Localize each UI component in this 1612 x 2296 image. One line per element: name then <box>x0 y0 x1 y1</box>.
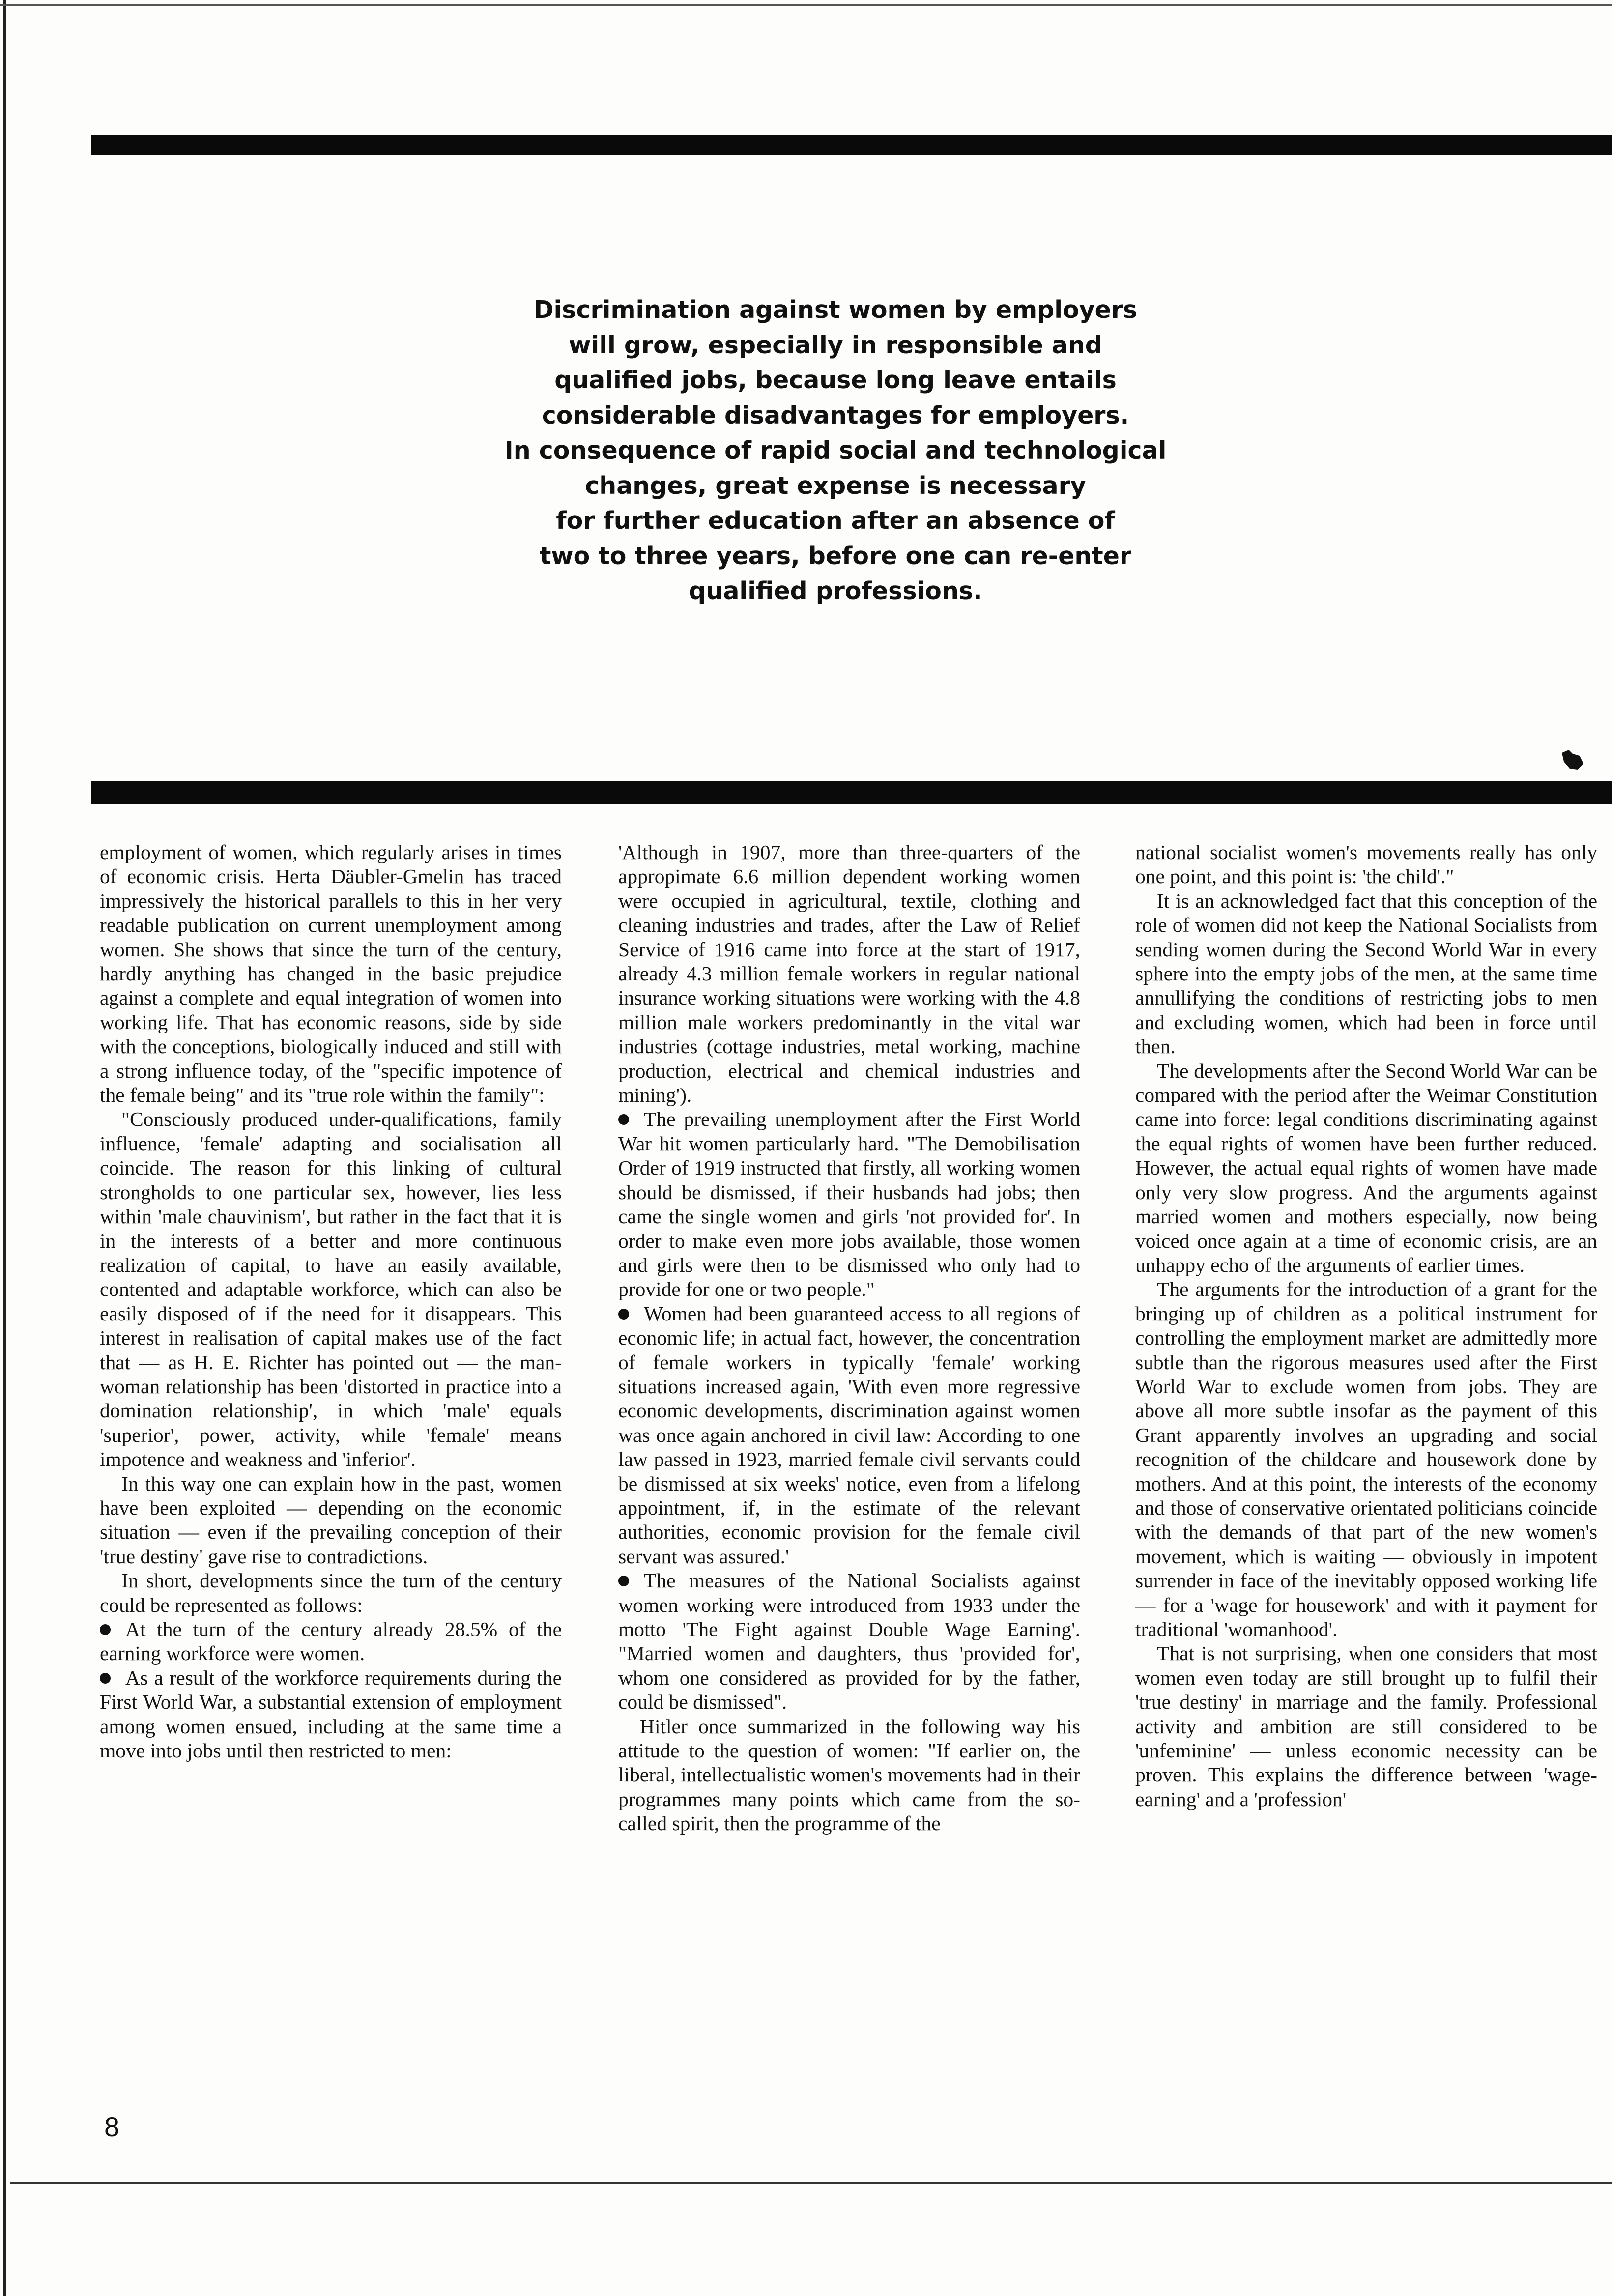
scan-left-edge <box>3 0 6 2296</box>
bullet-icon <box>100 1624 111 1635</box>
paragraph: Hitler once summarized in the following way his attitude to the question of women: "If earlier on, the liberal, intellectualistic women's movements had in their programmes many points which came from the so-called spirit, then the programme of the <box>618 1715 1080 1835</box>
pull-quote-line: changes, great expense is necessary <box>585 471 1086 500</box>
bullet-icon <box>100 1673 111 1684</box>
paragraph: 'Although in 1907, more than three-quarters of the appropimate 6.6 million dependent working women were occupied in agricultural, textile, clothing and cleaning industries and trades, after the Law of Relief Service of 1916 came into force at the start of 1917, already 4.3 million female workers in regular national insurance working situations were working with the 4.8 million male workers predominantly in the vital war industries (cottage industries, metal working, machine production, electrical and chemical industries and mining'). <box>618 841 1080 1107</box>
text-column-2 <box>618 840 1080 1836</box>
punch-mark-icon <box>1558 747 1587 776</box>
bullet-icon <box>618 1114 629 1125</box>
middle-rule-bar <box>91 781 1612 804</box>
bullet-text: Women had been guaranteed access to all regions of economic life; in actual fact, however, the concentration of female workers in typically 'female' working situations increased again, 'With even more regressive economic developments, discrimination against women was once again anchored in civil law: According to one law passed in 1923, married female civil servants could be dismissed at six weeks' notice, even from a lifelong appointment, if, in the estimate of the relevant authorities, economic provision for the female civil servant was assured.' <box>618 1302 1080 1568</box>
bullet-paragraph <box>100 1666 562 1763</box>
bullet-text: At the turn of the century already 28.5% of the earning workforce were women. <box>100 1618 562 1665</box>
bullet-text: The measures of the National Socialists against women working were introduced from 1933 under the motto 'The Fight against Double Wage Earning'. "Married women and daughters, thus 'provided for', whom one considered as provided for by the father, could be dismissed". <box>618 1569 1080 1714</box>
paragraph: employment of women, which regularly arises in times of economic crisis. Herta Däubler-Gmelin has traced impressively the historical parallels to this in her very readable publication on current unemployment among women. She shows that since the turn of the century, hardly anything has changed in the basic prejudice against a complete and equal integration of women into working life. That has economic reasons, side by side with the conceptions, biologically induced and still with a strong influence today, of the "specific impotence of the female being" and its "true role within the family": <box>100 841 562 1107</box>
pull-quote-line: considerable disadvantages for employers. <box>542 401 1129 430</box>
pull-quote <box>472 292 1199 609</box>
bullet-text: As a result of the workforce requirements during the First World War, a substantial extension of employment among women ensued, including at the same time a move into jobs until then restricted to men: <box>100 1666 562 1762</box>
text-column-1 <box>100 840 562 1763</box>
pull-quote-line: qualified jobs, because long leave entails <box>554 366 1117 394</box>
paragraph: That is not surprising, when one considers that most women even today are still brought up to fulfil their 'true destiny' in marriage and the family. Professional activity and ambition are still considered to be 'unfeminine' — unless economic necessity can be proven. This explains the difference between 'wage-earning' and a 'profession' <box>1135 1642 1597 1810</box>
paragraph: In short, developments since the turn of the century could be represented as follows: <box>100 1569 562 1616</box>
pull-quote-line: two to three years, before one can re-enter <box>539 542 1132 570</box>
pull-quote-line: will grow, especially in responsible and <box>569 331 1102 359</box>
bullet-icon <box>618 1309 629 1320</box>
bullet-icon <box>618 1576 629 1586</box>
paragraph: The arguments for the introduction of a grant for the bringing up of children as a political instrument for controlling the employment market are admittedly more subtle than the rigorous measures used after the First World War to exclude women from jobs. They are above all more subtle insofar as the payment of this Grant apparently involves an upgrading and social recognition of the childcare and housework done by mothers. And at this point, the interests of the economy and those of conservative orientated politicians coincide with the demands of that part of the new women's movement, which is waiting — obviously in impotent surrender in face of the inevitably opposed working life — for a 'wage for housework' and with it payment for traditional 'womanhood'. <box>1135 1278 1597 1640</box>
paragraph: The developments after the Second World War can be compared with the period after the Weimar Constitution came into force: legal conditions discriminating against the equal rights of women have been further reduced. However, the actual equal rights of women have made only very slow progress. And the arguments against married women and mothers especially, now being voiced once again at a time of economic crisis, are an unhappy echo of the arguments of earlier times. <box>1135 1059 1597 1276</box>
bullet-paragraph <box>618 1302 1080 1569</box>
paragraph: It is an acknowledged fact that this conception of the role of women did not keep the National Socialists from sending women during the Second World War in every sphere into the empty jobs of the men, at the same time annullifying the conditions of restricting jobs to men and excluding women, which had been in force until then. <box>1135 889 1597 1058</box>
paragraph: "Consciously produced under-qualifications, family influence, 'female' adapting and socialisation all coincide. The reason for this linking of cultural strongholds to one particular sex, however, lies less within 'male chauvinism', but rather in the fact that it is in the interests of a better and more continuous realization of capital, to have an easily available, contented and adaptable workforce, which can also be easily disposed of if the need for it disappears. This interest in realisation of capital makes use of the fact that — as H. E. Richter has pointed out — the man-woman relationship has been 'distorted in practice into a domination relationship', in which 'male' equals 'superior', power, activity, while 'female' means impotence and weakness and 'inferior'. <box>100 1108 562 1471</box>
scan-top-edge <box>0 4 1612 6</box>
pull-quote-line: In consequence of rapid social and technological <box>504 436 1167 464</box>
bullet-paragraph <box>618 1107 1080 1301</box>
bullet-paragraph <box>100 1617 562 1666</box>
bullet-text: The prevailing unemployment after the First World War hit women particularly hard. "The Demobilisation Order of 1919 instructed that firstly, all working women should be dismissed, if their husbands had jobs; then came the single women and girls 'not provided for'. In order to make even more jobs available, those women and girls were then to be dismissed who only had to provide for one or two people." <box>618 1108 1080 1301</box>
bullet-paragraph <box>618 1569 1080 1714</box>
top-rule-bar <box>91 135 1612 155</box>
pull-quote-line: for further education after an absence of <box>556 507 1115 535</box>
paragraph: In this way one can explain how in the past, women have been exploited — depending on the economic situation — even if the prevailing conception of their 'true destiny' gave rise to contradictions. <box>100 1472 562 1568</box>
pull-quote-line: qualified professions. <box>689 577 982 605</box>
bottom-rule <box>10 2182 1612 2184</box>
pull-quote-line: Discrimination against women by employers <box>533 296 1138 324</box>
paragraph: national socialist women's movements really has only one point, and this point is: 'the child'." <box>1135 841 1597 888</box>
page-number: 8 <box>104 2111 120 2142</box>
text-column-3 <box>1135 840 1597 1811</box>
